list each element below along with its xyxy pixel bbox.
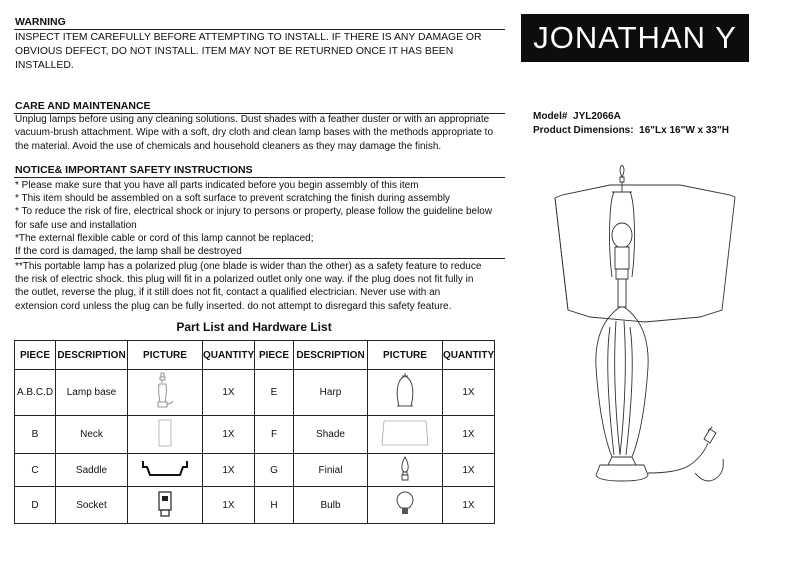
- description-cell: Harp: [294, 370, 368, 416]
- dimensions-value: 16"Lx 16"W x 33"H: [639, 125, 729, 136]
- plug-line: extension cord unless the plug can be fully inserted. do not attempt to disregard this safety feature.: [15, 300, 452, 312]
- picture-cell: [368, 370, 443, 416]
- warning-line: INSPECT ITEM CAREFULLY BEFORE ATTEMPTING TO INSTALL. IF THERE IS ANY DAMAGE OR: [15, 32, 482, 43]
- model-value: JYL2066A: [573, 111, 621, 122]
- picture-cell: [368, 416, 443, 454]
- neck-icon: [155, 418, 175, 448]
- description-cell: Saddle: [56, 454, 128, 487]
- header-description: DESCRIPTION: [56, 341, 128, 370]
- description-cell: Socket: [56, 487, 128, 524]
- picture-cell: [128, 416, 203, 454]
- cord-drawing: [648, 443, 723, 481]
- finial-icon: [397, 456, 413, 482]
- dimensions-label: Product Dimensions:: [533, 125, 634, 136]
- notice-line: * This item should be assembled on a soft surface to prevent scratching the finish during assembly: [15, 193, 451, 205]
- lamp-base-icon: [150, 371, 180, 411]
- care-title: CARE AND MAINTENANCE: [15, 100, 151, 112]
- quantity-cell: 1X: [443, 370, 495, 416]
- plug-text: [15, 260, 507, 313]
- description-cell: Finial: [294, 454, 368, 487]
- product-info: [533, 110, 729, 138]
- warning-text: [15, 31, 507, 73]
- quantity-cell: 1X: [203, 454, 255, 487]
- plug-line: the outlet, reverse the plug, if it still does not fit, contact a qualified electrician. Never use with an: [15, 287, 441, 299]
- notice-title: NOTICE& IMPORTANT SAFETY INSTRUCTIONS: [15, 164, 253, 176]
- piece-cell: E: [255, 370, 294, 416]
- model-label: Model#: [533, 111, 568, 122]
- care-text: [15, 113, 507, 153]
- care-line: the material. Avoid the use of chemicals and household cleaners as they may damage the finish.: [15, 140, 442, 152]
- shade-icon: [380, 418, 430, 448]
- socket-icon: [155, 490, 175, 518]
- quantity-cell: 1X: [203, 487, 255, 524]
- parts-table: [14, 340, 495, 524]
- plug-line: the risk of electric shock. this plug will fit in a polarized outlet only one way. if the plug does not fit fully in: [15, 274, 474, 286]
- quantity-cell: 1X: [443, 487, 495, 524]
- notice-line: * To reduce the risk of fire, electrical shock or injury to persons or property, please follow the guideline below: [15, 206, 493, 218]
- quantity-cell: 1X: [203, 416, 255, 454]
- picture-cell: [128, 370, 203, 416]
- quantity-cell: 1X: [443, 454, 495, 487]
- piece-cell: C: [15, 454, 56, 487]
- quantity-cell: 1X: [203, 370, 255, 416]
- piece-cell: H: [255, 487, 294, 524]
- lamp-illustration: [550, 165, 740, 505]
- notice-rule: [14, 177, 505, 178]
- plug-line: **This portable lamp has a polarized plug (one blade is wider than the other) as a safety feature to reduce: [15, 261, 482, 272]
- saddle-icon: [140, 458, 190, 480]
- description-cell: Lamp base: [56, 370, 128, 416]
- header-piece: PIECE: [255, 341, 294, 370]
- picture-cell: [368, 487, 443, 524]
- header-quantity: QUANTITY: [203, 341, 255, 370]
- notice-line: *The external flexible cable or cord of this lamp cannot be replaced;: [15, 232, 314, 244]
- header-picture: PICTURE: [368, 341, 443, 370]
- piece-cell: B: [15, 416, 56, 454]
- piece-cell: A.B.C.D: [15, 370, 56, 416]
- description-cell: Neck: [56, 416, 128, 454]
- bulb-drawing: [612, 223, 632, 247]
- base-foot-drawing: [596, 457, 648, 481]
- piece-cell: F: [255, 416, 294, 454]
- header-piece: PIECE: [15, 341, 56, 370]
- neck-drawing: [618, 279, 626, 307]
- warning-rule: [14, 29, 505, 30]
- notice-line: for safe use and installation: [15, 219, 137, 231]
- table-header-row: [15, 341, 495, 370]
- picture-cell: [368, 454, 443, 487]
- picture-cell: [128, 487, 203, 524]
- bulb-icon: [395, 490, 415, 518]
- piece-cell: G: [255, 454, 294, 487]
- warning-line: OBVIOUS DEFECT, DO NOT INSTALL. ITEM MAY NOT BE RETURNED ONCE IT HAS BEEN INSTALLED.: [15, 46, 454, 71]
- warning-title: WARNING: [15, 16, 66, 28]
- table-row: [15, 416, 495, 454]
- picture-cell: [128, 454, 203, 487]
- header-picture: PICTURE: [128, 341, 203, 370]
- notice-line: * Please make sure that you have all parts indicated before you begin assembly of this item: [15, 180, 419, 191]
- brand-logo: JONATHAN Y: [521, 14, 749, 62]
- notice-divider: [14, 258, 505, 259]
- description-cell: Shade: [294, 416, 368, 454]
- header-description: DESCRIPTION: [294, 341, 368, 370]
- notice-text: [15, 179, 507, 258]
- notice-line: If the cord is damaged, the lamp shall be destroyed: [15, 246, 242, 258]
- header-quantity: QUANTITY: [443, 341, 495, 370]
- quantity-cell: 1X: [443, 416, 495, 454]
- piece-cell: D: [15, 487, 56, 524]
- care-line: Unplug lamps before using any cleaning solutions. Dust shades with a feather duster or with an appropriate: [15, 114, 490, 125]
- finial-drawing: [620, 165, 624, 182]
- harp-icon: [390, 371, 420, 411]
- description-cell: Bulb: [294, 487, 368, 524]
- table-row: [15, 454, 495, 487]
- care-line: vacuum-brush attachment. Wipe with a soft, dry cloth and clean lamp bases with the methods appropriate to: [15, 127, 494, 139]
- parts-title: Part List and Hardware List: [176, 320, 332, 334]
- table-row: [15, 487, 495, 524]
- socket-drawing: [615, 247, 629, 279]
- shade-drawing: [555, 185, 735, 322]
- table-row: [15, 370, 495, 416]
